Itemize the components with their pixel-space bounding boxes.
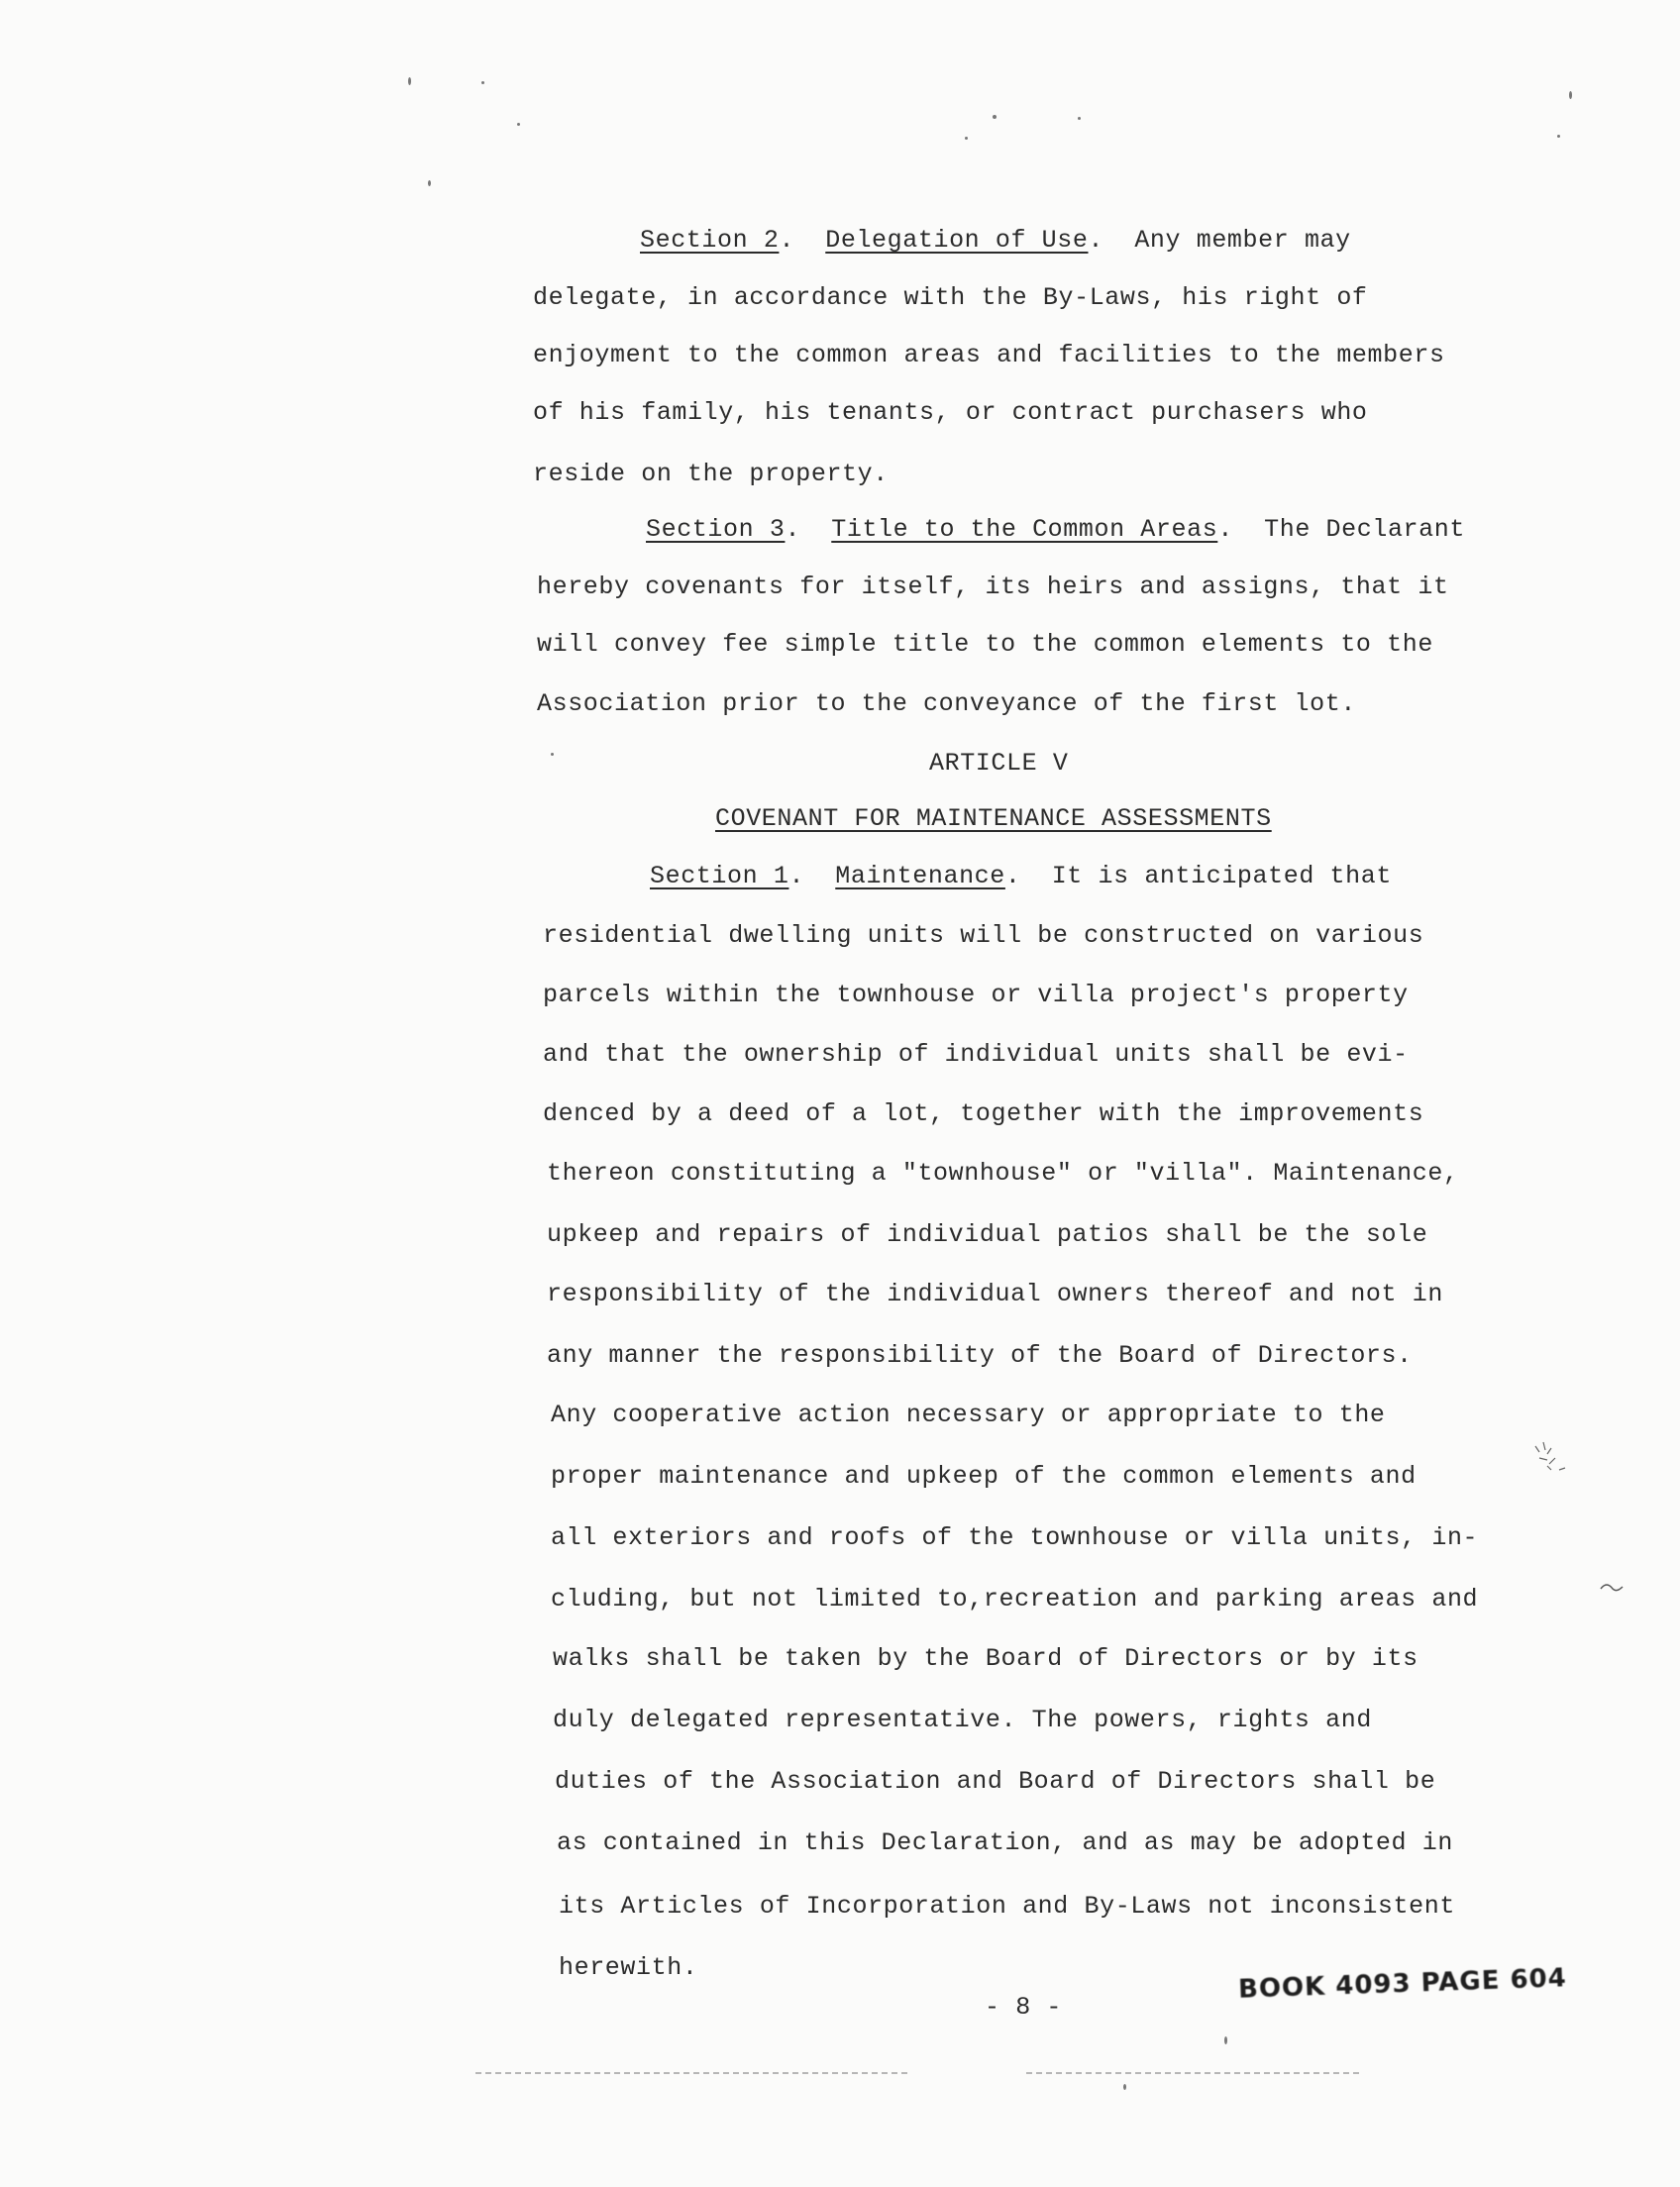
section-1-line-0: It is anticipated that xyxy=(1051,862,1392,890)
section-3-first-line: Section 3. Title to the Common Areas. The Declarant xyxy=(646,515,1465,544)
section-1-title: Maintenance xyxy=(835,862,1005,890)
scan-mark xyxy=(1599,1579,1628,1599)
section-1-line-2: parcels within the townhouse or villa project's property xyxy=(543,981,1409,1009)
section-1-first-line: Section 1. Maintenance. It is anticipated that xyxy=(650,862,1392,890)
section-2-line-2: enjoyment to the common areas and facilities to the members xyxy=(533,341,1445,369)
section-1-line-9: Any cooperative action necessary or appropriate to the xyxy=(551,1401,1386,1429)
section-3-line-3: Association prior to the conveyance of the first lot. xyxy=(537,689,1356,718)
scan-speck xyxy=(551,753,554,756)
section-1-line-15: duties of the Association and Board of Directors shall be xyxy=(555,1767,1436,1796)
article-title: COVENANT FOR MAINTENANCE ASSESSMENTS xyxy=(715,804,1272,833)
section-3-line-0: The Declarant xyxy=(1264,515,1465,544)
section-1-line-10: proper maintenance and upkeep of the common elements and xyxy=(551,1462,1417,1491)
section-1-line-14: duly delegated representative. The powers, rights and xyxy=(553,1706,1372,1734)
section-1-line-6: upkeep and repairs of individual patios shall be the sole xyxy=(547,1220,1428,1249)
section-2-heading: Section 2 xyxy=(640,226,780,255)
section-2-line-4: reside on the property. xyxy=(533,460,889,488)
scan-speck xyxy=(965,137,968,140)
section-1-line-11: all exteriors and roofs of the townhouse or villa units, in- xyxy=(551,1523,1479,1552)
section-1-line-16: as contained in this Declaration, and as may be adopted in xyxy=(557,1828,1453,1857)
section-1-heading: Section 1 xyxy=(650,862,789,890)
scan-speck xyxy=(1557,135,1560,138)
article-label: ARTICLE V xyxy=(929,749,1069,778)
scan-speck xyxy=(1123,2084,1126,2090)
section-1-line-18: herewith. xyxy=(559,1953,698,1982)
section-1-line-7: responsibility of the individual owners thereof and not in xyxy=(547,1280,1443,1308)
page-number: - 8 - xyxy=(985,1993,1063,2022)
section-1-line-12: cluding, but not limited to,recreation and parking areas and xyxy=(551,1585,1479,1614)
section-2-first-line: Section 2. Delegation of Use. Any member may xyxy=(640,226,1351,255)
section-1-line-17: its Articles of Incorporation and By-Laws not inconsistent xyxy=(559,1892,1455,1921)
section-3-title: Title to the Common Areas xyxy=(831,515,1218,544)
scan-speck xyxy=(481,81,484,84)
section-2-title: Delegation of Use xyxy=(825,226,1089,255)
scan-speck xyxy=(993,115,997,119)
scan-speck xyxy=(1569,91,1572,99)
scan-artifact-line xyxy=(1026,2072,1363,2074)
section-2-line-1: delegate, in accordance with the By-Laws, his right of xyxy=(533,283,1368,312)
scan-speck xyxy=(1078,117,1081,120)
scan-speck xyxy=(408,77,411,85)
section-1-line-5: thereon constituting a "townhouse" or "villa". Maintenance, xyxy=(547,1159,1459,1188)
section-2-line-3: of his family, his tenants, or contract purchasers who xyxy=(533,398,1368,427)
scan-speck xyxy=(428,180,431,186)
book-page-stamp: BOOK 4093 PAGE 604 xyxy=(1237,1963,1568,2005)
section-1-line-3: and that the ownership of individual units shall be evi- xyxy=(543,1040,1409,1069)
section-3-heading: Section 3 xyxy=(646,515,786,544)
section-2-line-0: Any member may xyxy=(1134,226,1351,255)
section-3-line-2: will convey fee simple title to the common elements to the xyxy=(537,630,1433,659)
section-1-line-1: residential dwelling units will be constructed on various xyxy=(543,921,1424,950)
scan-artifact-line xyxy=(475,2072,911,2074)
section-1-line-13: walks shall be taken by the Board of Directors or by its xyxy=(553,1644,1418,1673)
section-1-line-8: any manner the responsibility of the Board of Directors. xyxy=(547,1341,1413,1370)
section-1-line-4: denced by a deed of a lot, together with the improvements xyxy=(543,1099,1424,1128)
section-3-line-1: hereby covenants for itself, its heirs and assigns, that it xyxy=(537,573,1449,601)
scan-speck xyxy=(1224,2036,1227,2044)
scan-smudge xyxy=(1525,1436,1595,1506)
scan-speck xyxy=(517,123,520,126)
